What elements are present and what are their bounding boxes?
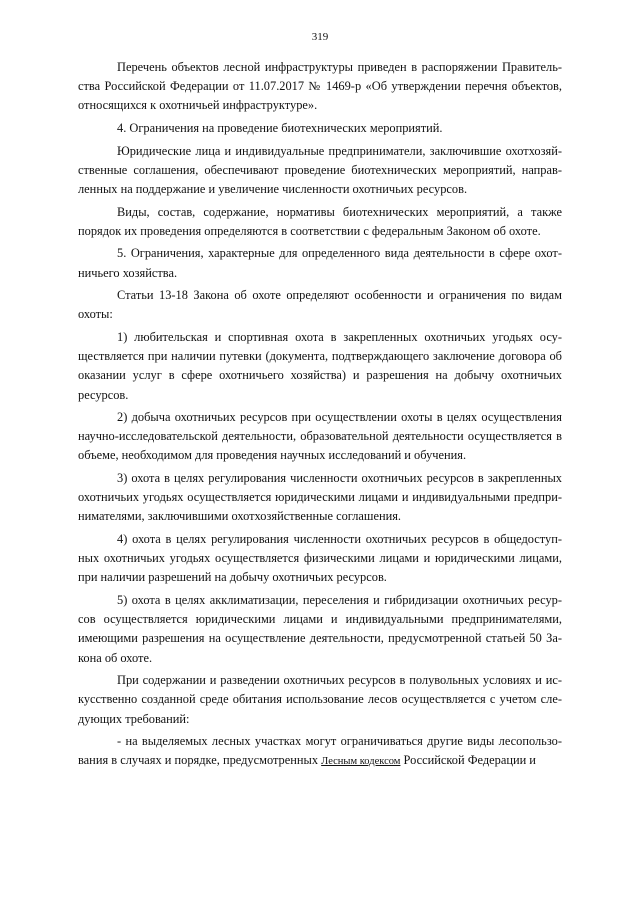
paragraph-legal-entities-biotechnical: Юридические лица и индивидуальные предприниматели, заключившие охотхозяйственные соглашения, обеспечивают проведение биотехнических мероприятий, направленных на поддержание и увеличение численности охотничьих ресурсов.	[78, 143, 562, 196]
paragraph-forest-plots	[78, 732, 562, 771]
paragraph-articles-13-18: Статьи 13-18 Закона об охоте определяют особенности и ограничения по видам охоты:	[78, 288, 562, 322]
paragraph-item-2: 2) добыча охотничьих ресурсов при осуществлении охоты в целях осуществления научно-исследовательской деятельности, образовательной деятельности осуществляется в объеме, необходимом для проведения научных исследований и обучения.	[78, 410, 562, 463]
document-body	[78, 58, 562, 775]
paragraph-item-5: 5) охота в целях акклиматизации, переселения и гибридизации охотничьих ресурсов осуществляется юридическими лицами и индивидуальными предпринимателями, имеющими разрешения на осуществление деятельности, предусмотренной статьей 50 Закона об охоте.	[78, 593, 562, 665]
paragraph-item-1: 1) любительская и спортивная охота в закрепленных охотничьих угодьях осуществляется при наличии путевки (документа, подтверждающего заключение договора об оказании услуг в сфере охотничьего хозяйства) и разрешения на добычу охотничьих ресурсов.	[78, 330, 562, 402]
page-number: 319	[311, 31, 329, 43]
paragraph-biotechnical-types: Виды, состав, содержание, нормативы биотехнических мероприятий, а также порядок их проведения определяются в соответствии с федеральным Законом об охоте.	[78, 204, 562, 238]
paragraph-semi-free-conditions: При содержании и разведении охотничьих ресурсов в полувольных условиях и искусственно созданной среде обитания использование лесов осуществляется с учетом следующих требований:	[78, 673, 562, 726]
paragraph-heading-activity-restrictions: 5. Ограничения, характерные для определенного вида деятельности в сфере охотничьего хозяйства.	[78, 246, 562, 280]
paragraph-infrastructure-list: Перечень объектов лесной инфраструктуры приведен в распоряжении Правительства Российской Федерации от 11.07.2017 № 1469-р «Об утверждении перечня объектов, относящихся к охотничьей инфраструктуре».	[78, 60, 562, 113]
forest-plots-text-before: - на выделяемых лесных участках могут ограничиваться другие виды лесопользования в случаях и порядке, предусмотренных	[78, 734, 562, 768]
paragraph-item-3: 3) охота в целях регулирования численности охотничьих ресурсов в закрепленных охотничьих угодьях осуществляется юридическими лицами и индивидуальными предпринимателями, заключившими охотхозяйственные соглашения.	[78, 471, 562, 524]
forest-plots-text-after: Российской Федерации и	[400, 753, 536, 768]
paragraph-heading-biotechnical-restrictions: 4. Ограничения на проведение биотехнических мероприятий.	[117, 120, 443, 135]
paragraph-item-4: 4) охота в целях регулирования численности охотничьих ресурсов в общедоступных охотничьих угодьях осуществляется физическими лицами и юридическими лицами, при наличии разрешений на добычу охотничьих ресурсов.	[78, 532, 562, 585]
forest-code-link[interactable]: Лесным кодексом	[321, 756, 401, 768]
